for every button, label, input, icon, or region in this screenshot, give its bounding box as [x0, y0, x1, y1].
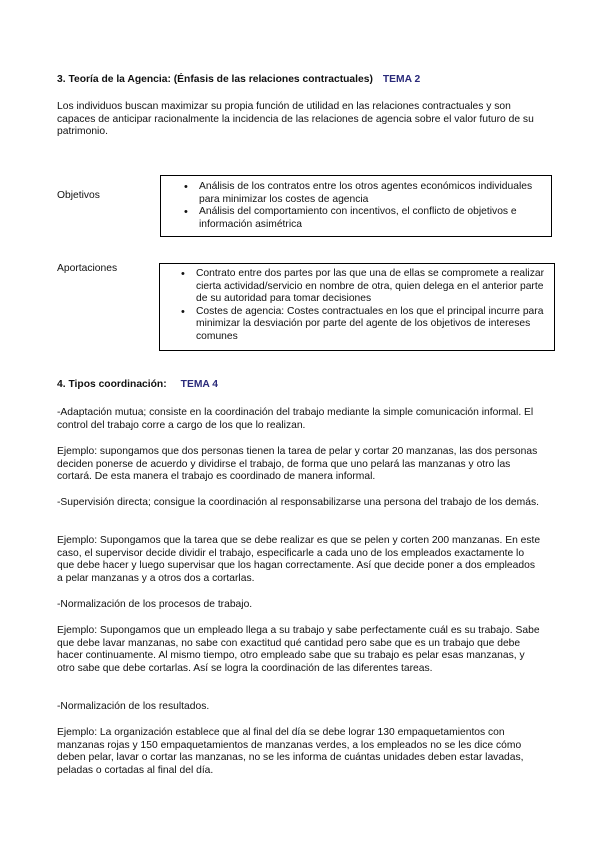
aportaciones-label: Aportaciones: [57, 263, 118, 274]
paragraph-normalizacion-procesos: -Normalización de los procesos de trabajo.: [57, 599, 253, 610]
section-3-heading: [57, 74, 420, 87]
aportaciones-box: [159, 263, 555, 351]
section-4-heading: [57, 379, 218, 392]
objetivos-label: Objetivos: [57, 190, 100, 201]
paragraph-ejemplo-4: Ejemplo: La organización establece que al final del día se debe lograr 130 empaquetamientos con manzanas rojas y 150 empaquetamientos de manzanas verdes, a los empleados no se les dice cómo deben pelar, lavar o cortar las manzanas, no se les informa de cuántas unidades deben estar lavadas, peladas o cortadas al final del día.: [57, 727, 524, 776]
section-3-title: 3. Teoría de la Agencia: (Énfasis de las relaciones contractuales): [57, 74, 373, 85]
objetivos-box: [160, 175, 552, 237]
section-3-intro: Los individuos buscan maximizar su propia función de utilidad en las relaciones contractuales y son capaces de anticipar racionalmente la incidencia de las relaciones de agencia sobre el valor futuro de su patrimonio.: [57, 101, 534, 138]
section-3-tema-badge: TEMA 2: [382, 74, 421, 85]
paragraph-supervision-directa: -Supervisión directa; consigue la coordinación al responsabilizarse una persona del trabajo de los demás.: [57, 497, 539, 508]
objetivos-item: • Análisis del comportamiento con incentivos, el conflicto de objetivos e información asimétrica: [175, 206, 543, 231]
paragraph-ejemplo-3: Ejemplo: Supongamos que un empleado llega a su trabajo y sabe perfectamente cuál es su trabajo. Sabe que debe lavar manzanas, no sabe con exactitud qué cantidad pero sabe que es un trabajo que debe hacer continuamente. Al mismo tiempo, otro empleado sabe que su trabajo es pelar esas manzanas, y otro sabe que debe cortarlas. Así se logra la coordinación de las diferentes tareas.: [57, 625, 540, 674]
section-4-tema-badge: TEMA 4: [180, 379, 219, 390]
aportaciones-item: • Contrato entre dos partes por las que una de ellas se compromete a realizar cierta actividad/servicio en nombre de otra, quien delega en el anterior parte de su autoridad para tomar decisiones: [172, 268, 546, 306]
aportaciones-item: • Costes de agencia: Costes contractuales en los que el principal incurre para minimizar la desviación por parte del agente de los objetivos de intereses comunes: [172, 306, 546, 344]
section-4-title: 4. Tipos coordinación:: [57, 379, 167, 390]
aportaciones-list: [172, 268, 546, 344]
paragraph-ejemplo-1: Ejemplo: supongamos que dos personas tienen la tarea de pelar y cortar 20 manzanas, las dos personas deciden ponerse de acuerdo y dividirse el trabajo, de forma que uno pelará las manzanas y otro las cortará. De esta manera el trabajo es coordinado de manera informal.: [57, 446, 538, 483]
objetivos-item: • Análisis de los contratos entre los otros agentes económicos individuales para minimizar los costes de agencia: [175, 181, 543, 206]
objetivos-list: [175, 181, 543, 231]
paragraph-normalizacion-resultados: -Normalización de los resultados.: [57, 701, 210, 712]
paragraph-ejemplo-2: Ejemplo: Supongamos que la tarea que se debe realizar es que se pelen y corten 200 manzanas. En este caso, el supervisor decide dividir el trabajo, especificarle a cada uno de los empleados exactamente lo que debe hacer y luego supervisar que los hagan correctamente. Así que decide poner a dos empleados a pelar manzanas y a otros dos a cortarlas.: [57, 535, 541, 584]
paragraph-adaptacion-mutua: -Adaptación mutua; consiste en la coordinación del trabajo mediante la simple comunicación informal. El control del trabajo corre a cargo de los que lo realizan.: [57, 407, 534, 431]
